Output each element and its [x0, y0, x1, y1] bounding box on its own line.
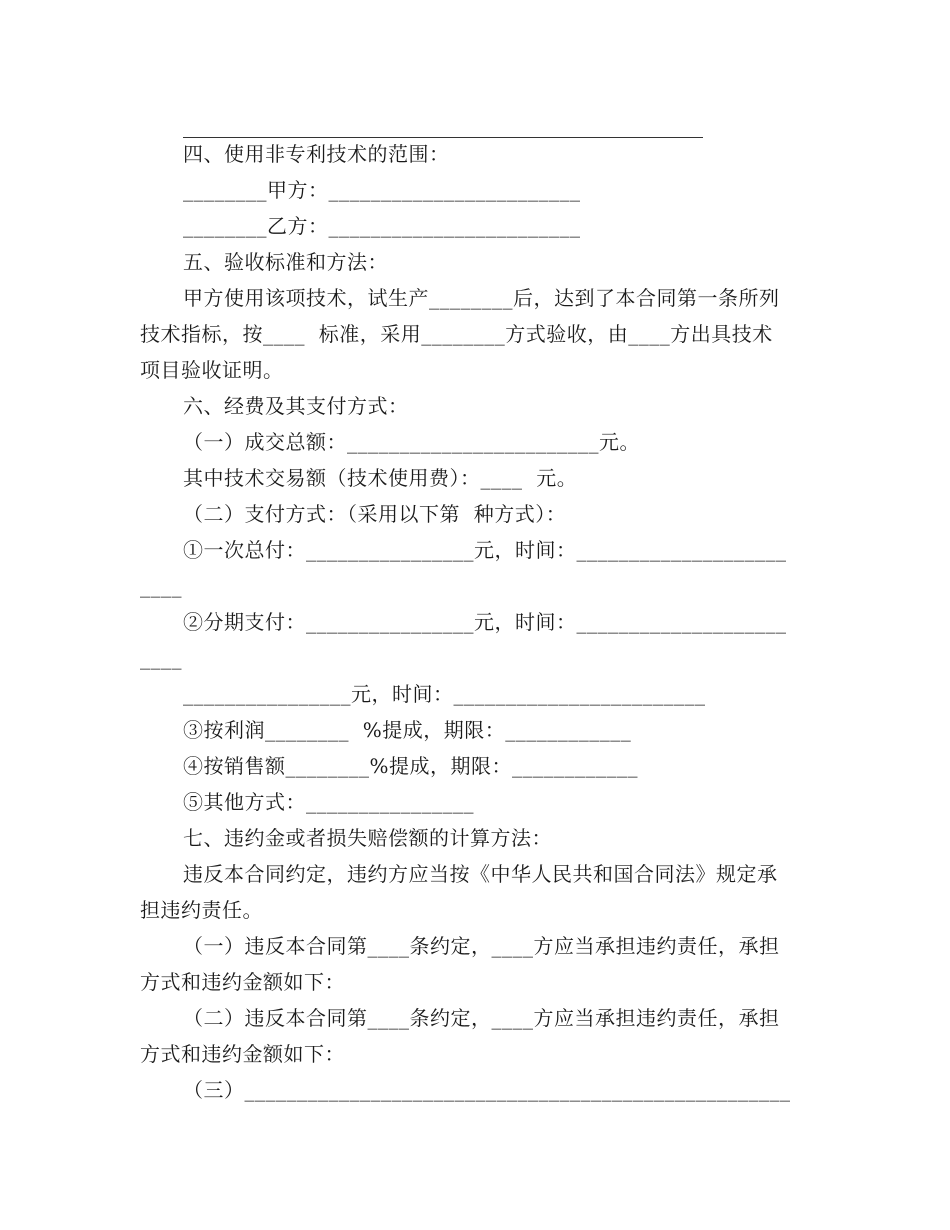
doc-line-9: （一）成交总额：________________________元。 — [183, 430, 640, 454]
doc-line-11: （二）支付方式：（采用以下第 种方式）： — [183, 502, 567, 526]
doc-line-22: 担违约责任。 — [140, 898, 263, 922]
doc-line-25: （二）违反本合同第____条约定，____方应当承担违约责任，承担 — [183, 1006, 780, 1030]
doc-line-12: ①一次总付：________________元，时间：____________________ — [183, 538, 787, 562]
doc-line-7: 项目验收证明。 — [140, 358, 284, 382]
doc-line-10: 其中技术交易额（技术使用费）：____ 元。 — [183, 466, 578, 490]
top-blank-line — [183, 137, 703, 138]
doc-line-20: 七、违约金或者损失赔偿额的计算方法： — [183, 826, 552, 850]
doc-line-14: ②分期支付：________________元，时间：____________________ — [183, 610, 787, 634]
doc-line-27: （三）____________________________________________________ — [183, 1078, 791, 1102]
doc-line-17: ③按利润________ %提成，期限：____________ — [183, 718, 632, 742]
doc-line-6: 技术指标，按____ 标准，采用________方式验收，由____方出具技术 — [140, 322, 773, 346]
doc-line-4: 五、验收标准和方法： — [183, 250, 388, 274]
doc-line-5: 甲方使用该项技术，试生产________后，达到了本合同第一条所列 — [183, 286, 780, 310]
doc-line-26: 方式和违约金额如下： — [140, 1042, 345, 1066]
doc-line-23: （一）违反本合同第____条约定，____方应当承担违约责任，承担 — [183, 934, 780, 958]
doc-line-3: ________乙方：________________________ — [183, 214, 581, 238]
doc-line-15: ____ — [140, 646, 182, 670]
doc-line-21: 违反本合同约定，违约方应当按《中华人民共和国合同法》规定承 — [183, 862, 778, 886]
doc-line-16: ________________元，时间：________________________ — [183, 682, 706, 706]
doc-line-8: 六、经费及其支付方式： — [183, 394, 409, 418]
doc-line-13: ____ — [140, 574, 182, 598]
doc-line-24: 方式和违约金额如下： — [140, 970, 345, 994]
doc-line-1: 四、使用非专利技术的范围： — [183, 142, 450, 166]
doc-line-18: ④按销售额________%提成，期限：____________ — [183, 754, 639, 778]
doc-line-19: ⑤其他方式：________________ — [183, 790, 474, 814]
doc-line-2: ________甲方：________________________ — [183, 178, 581, 202]
